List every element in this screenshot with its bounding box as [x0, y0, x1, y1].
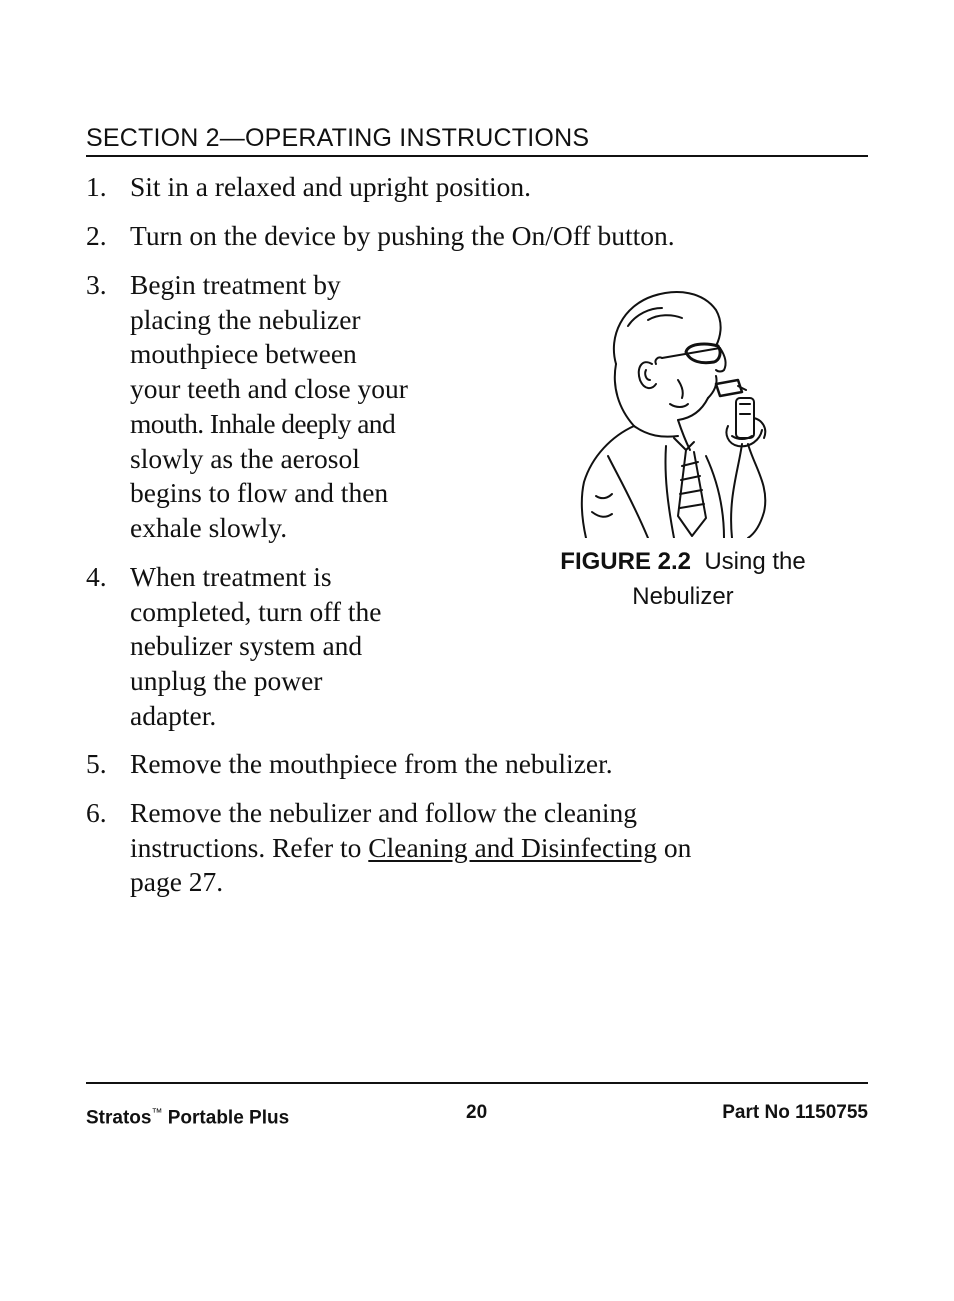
figure-caption-line: Nebulizer [632, 583, 734, 610]
footer-part-number: Part No 1150755 [722, 1102, 868, 1123]
step-number: 3. [86, 269, 107, 300]
figure-number: FIGURE 2.2 [560, 548, 691, 575]
step-line: completed, turn off the [130, 595, 382, 627]
step-line: mouth. Inhale deeply and [130, 407, 396, 439]
step-number: 2. [86, 220, 107, 251]
trademark-symbol: ™ [151, 1107, 163, 1119]
figure-caption [510, 544, 856, 614]
step-line: adapter. [130, 699, 217, 731]
step-number: 1. [86, 171, 107, 202]
step-number: 6. [86, 797, 107, 828]
cleaning-link[interactable]: Cleaning and Disinfecting [368, 831, 657, 863]
step-line: Begin treatment by [130, 269, 341, 300]
step-text [130, 560, 382, 734]
page-number: 20 [466, 1102, 488, 1123]
step-line: When treatment is [130, 561, 332, 592]
step-line: placing the nebulizer [130, 303, 361, 335]
step-line: begins to flow and then [130, 477, 389, 509]
step-text: Turn on the device by pushing the On/Off button. [130, 220, 675, 251]
step-line: mouthpiece between [130, 338, 357, 370]
figure-caption-text: Using the [704, 548, 806, 575]
step-line: your teeth and close your [130, 373, 408, 405]
step-text [130, 796, 691, 900]
step-line: unplug the power [130, 665, 323, 697]
step-text-segment: on [656, 831, 692, 863]
step-line: nebulizer system and [130, 630, 363, 662]
step-text-segment: instructions. Refer to [130, 831, 369, 863]
footer-product [86, 1100, 289, 1131]
section-title: SECTION 2—OPERATING INSTRUCTIONS [86, 122, 868, 157]
step-text: Remove the mouthpiece from the nebulizer. [130, 748, 613, 779]
step-line [130, 831, 691, 866]
nebulizer-illustration [578, 286, 788, 538]
step-line: slowly as the aerosol [130, 442, 360, 474]
step-line: exhale slowly. [130, 511, 288, 543]
figure-caption-line [510, 544, 856, 579]
step-text: Sit in a relaxed and upright position. [130, 171, 531, 202]
footer-divider [86, 1082, 868, 1084]
footer-product-suffix: Portable Plus [162, 1107, 290, 1129]
step-number: 4. [86, 561, 107, 592]
step-text [130, 268, 408, 546]
step-number: 5. [86, 748, 107, 779]
footer-product-name: Stratos [86, 1107, 152, 1129]
step-line: page 27. [130, 866, 224, 898]
step-line: Remove the nebulizer and follow the cleaning [130, 797, 638, 828]
